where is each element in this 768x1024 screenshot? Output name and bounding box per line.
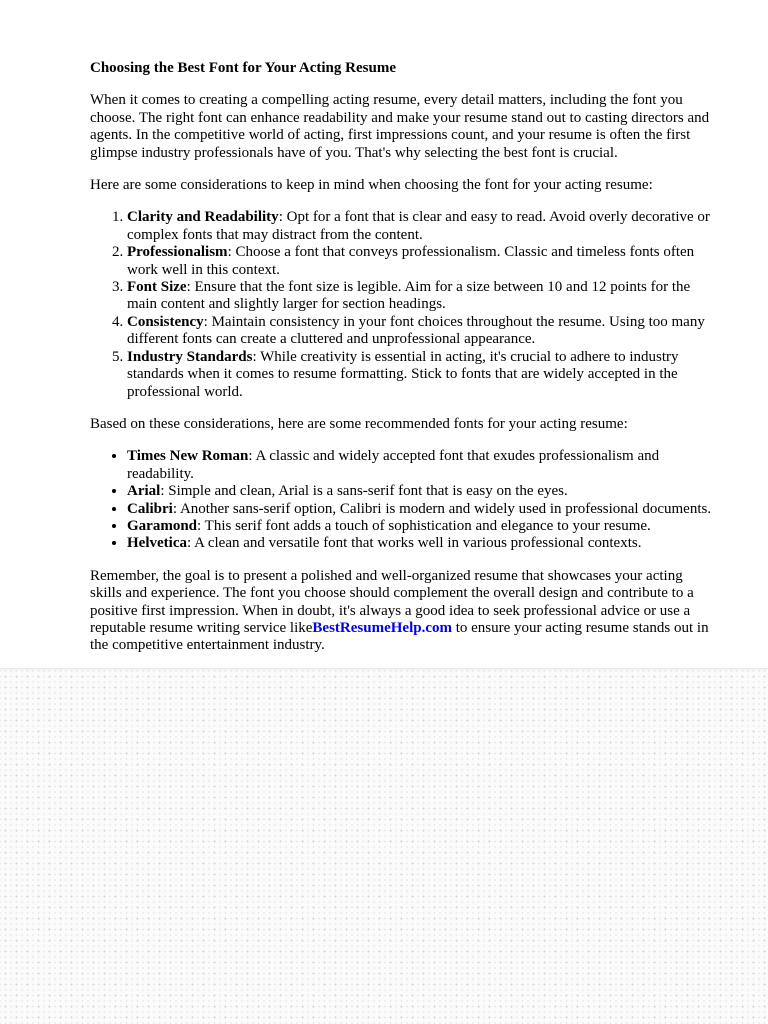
- list-item: [127, 209, 714, 244]
- considerations-list: [90, 209, 714, 400]
- item-text: Maintain consistency in your font choices throughout the resume. Using too many different fonts can create a cluttered and unprofessional appearance.: [127, 313, 705, 348]
- item-term: Helvetica: [127, 535, 187, 552]
- term-separator: :: [186, 279, 195, 296]
- item-text: Choose a font that conveys professionalism. Classic and timeless fonts often work well in this context.: [127, 244, 695, 278]
- item-text: Opt for a font that is clear and easy to read. Avoid overly decorative or complex fonts that may distract from the content.: [127, 209, 710, 243]
- item-term: Clarity and Readability: [127, 209, 279, 226]
- intro-paragraph: When it comes to creating a compelling acting resume, every detail matters, including the font you choose. The right font can enhance readability and make your resume stand out to casting directors and agents. In the competitive world of acting, first impressions count, and your resume is often the first glimpse industry professionals have of you. That's why selecting the best font is crucial.: [90, 92, 710, 161]
- considerations-lead: Here are some considerations to keep in mind when choosing the font for your acting resume:: [90, 177, 653, 194]
- list-item: [127, 483, 714, 500]
- list-item: [127, 501, 714, 518]
- item-text: Another sans-serif option, Calibri is modern and widely used in professional documents.: [179, 500, 712, 517]
- closing-paragraph: [90, 568, 714, 655]
- bestresumehelp-link[interactable]: BestResumeHelp.com: [312, 619, 452, 636]
- closing-text-after: to ensure your acting resume stands out in the competitive entertainment industry.: [90, 619, 709, 654]
- item-text: A classic and widely accepted font that exudes professionalism and readability.: [127, 448, 660, 482]
- document-title: Choosing the Best Font for Your Acting Resume: [90, 60, 396, 76]
- item-term: Consistency: [127, 313, 204, 330]
- list-item: [127, 279, 714, 314]
- item-text: This serif font adds a touch of sophistication and elegance to your resume.: [204, 517, 651, 534]
- list-item: [127, 518, 714, 535]
- term-separator: :: [160, 483, 169, 500]
- term-separator: :: [197, 517, 205, 534]
- term-separator: :: [172, 500, 180, 517]
- item-term: Times New Roman: [127, 448, 249, 465]
- fonts-lead: Based on these considerations, here are some recommended fonts for your acting resume:: [90, 415, 628, 432]
- recommended-fonts-list: [90, 448, 714, 552]
- term-separator: :: [252, 348, 261, 365]
- item-term: Calibri: [127, 500, 173, 517]
- term-separator: :: [186, 535, 195, 552]
- list-item: [127, 448, 714, 483]
- list-item: [127, 314, 714, 349]
- list-item: [127, 349, 714, 401]
- term-separator: :: [248, 448, 256, 465]
- item-term: Font Size: [127, 279, 187, 296]
- closing-text-before: Remember, the goal is to present a polished and well-organized resume that showcases your acting skills and experience. The font you choose should complement the overall design and contribute to a positive first impression. When in doubt, it's always a good idea to seek professional advice or use a reputable resume writing service like: [90, 567, 694, 636]
- item-text: Simple and clean, Arial is a sans-serif font that is easy on the eyes.: [168, 483, 568, 500]
- list-item: [127, 244, 714, 279]
- item-text: Ensure that the font size is legible. Aim for a size between 10 and 12 points for the main content and slightly larger for section headings.: [127, 279, 691, 313]
- item-term: Arial: [127, 483, 161, 500]
- item-text: While creativity is essential in acting, it's crucial to adhere to industry standards when it comes to resume formatting. Stick to fonts that are widely accepted in the professional world.: [127, 348, 679, 400]
- item-text: A clean and versatile font that works well in various professional contexts.: [194, 535, 642, 552]
- item-term: Professionalism: [127, 244, 228, 261]
- item-term: Industry Standards: [127, 348, 253, 365]
- term-separator: :: [278, 209, 287, 226]
- term-separator: :: [227, 244, 236, 261]
- item-term: Garamond: [127, 517, 198, 534]
- term-separator: :: [203, 313, 212, 330]
- list-item: [127, 535, 714, 552]
